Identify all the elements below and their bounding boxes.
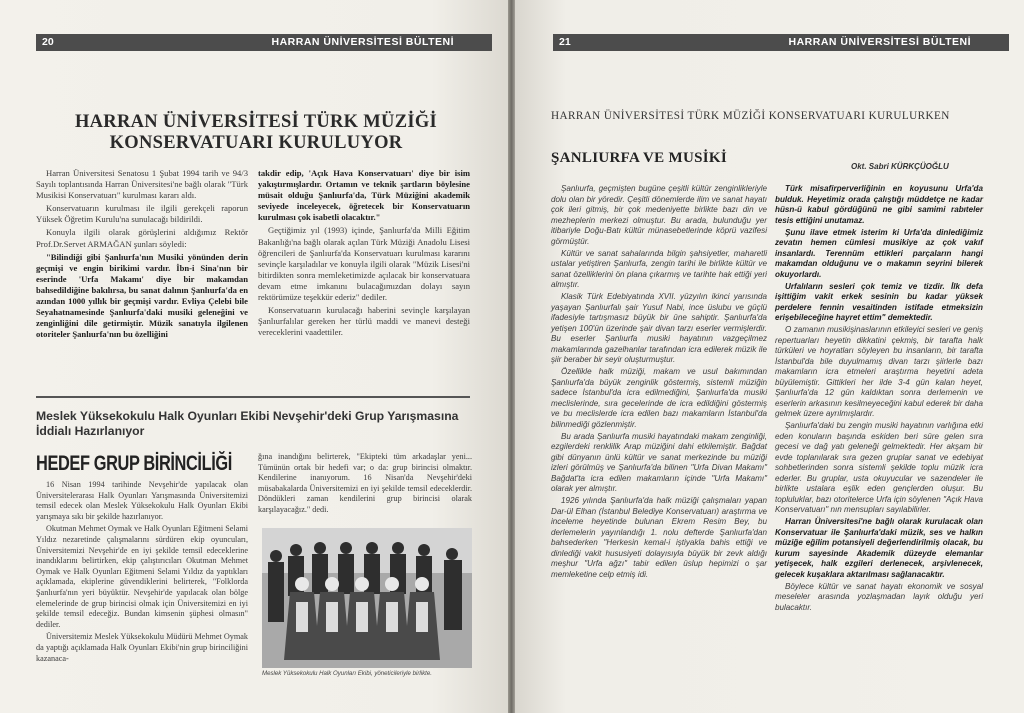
article2-column-1 <box>36 480 248 666</box>
paragraph: Böylece kültür ve sanat hayatı ekonomik ve sosyal meseleler arasında yozlaşmadan layık olduğu yeri bulacaktır. <box>775 581 983 612</box>
main-article-title <box>36 112 476 154</box>
article2-column-2 <box>258 452 472 518</box>
title-line-1: HARRAN ÜNİVERSİTESİ TÜRK MÜZİĞİ <box>74 112 438 132</box>
paragraph-quote: "Bilindiği gibi Şanlıurfa'nın Musiki yönünden derin geçmişi ve engin birikimi vardır. İbn-i Sina'nın bir eserinde 'Urfa Makamı' diye bir makamdan bahsedildiğine bakılırsa, bu sanat dalının Şanlıurfa'da en azından 1000 yıllık bir geçmişi vardır. Evliya Çelebi bile Seyahatnamesinde Şanlıurfa'daki musiki geleneğini ve zenginliğini dile getirmiştir. Müzik sanatıyla ilgilenen otoriteler Şanlıurfa'nın bu özelliğini <box>36 251 248 340</box>
paragraph: 1926 yılında Şanlıurfa'da halk müziği çalışmaları yapan Dar-ül Elhan (İstanbul Belediye Konservatuarı) araştırma ve inceleme heyetinde bulunan Ekrem Resim Bey, bu derlemelerin yayınlandığı 1. nolu defterde Şanlıurfa'dan bahsederken "Herkesin kemal-i iştiyakla bahis ettiği ve dinlediği vakit hususiyeti dolayısıyla büyük bir zevk aldığı meşhur "Urfa ağzı" tabir edilen üslup hepimizi o şar memleketine celp etmiş idi. <box>551 496 767 579</box>
article1-column-2 <box>258 168 470 340</box>
essay-column-2 <box>775 184 983 615</box>
left-header-title: HARRAN ÜNİVERSİTESİ BÜLTENİ <box>271 36 454 48</box>
paragraph-quote: Urfalıların sesleri çok temiz ve tizdir. İlk defa işittiğim vakit erkek sesinin bu kadar yüksek perdelere fennin vesaitinden istifade etmeksizin erişebileceğine hayret ettim" demektedir. <box>775 281 983 322</box>
paragraph: ğına inandığını belirterek, "Ekipteki tüm arkadaşlar yeni... Tümünün ortak bir hedefi var; o da: grup birincisi olmaktır. Kendilerine inanıyorum. 16 Nisan'da Nevşehir'deki müsabakalarda Üniversitemizi en iyi şekilde temsil edeceklerdir. Döndükleri zaman kendilerini grup birincisi olarak karşılayacağız." dedi. <box>258 452 472 514</box>
left-header-bar <box>36 34 492 51</box>
paragraph: Geçtiğimiz yıl (1993) içinde, Şanlıurfa'da Milli Eğitim Bakanlığı'na bağlı olarak açılan Türk Müziği Anadolu Lisesi öğrencileri de Şanlıurfa'da Konservatuarı kurulması kararını sevinçle karşıladılar ve konuyla ilgili olarak "Müzik Lisesi'ni bitirdikten sonra memleketimizde açılacak bir konservatuara devam etme imkanını bulacağımızdan dolayı sayın rektörümüze teşekkür ederiz" dediler. <box>258 225 470 303</box>
paragraph-quote: Türk misafirperverliğinin en koyusunu Urfa'da bulduk. Heyetimiz orada çalıştığı müddetçe ne kadar hüsn-ü kabul gördüğünü ne gibi samimi rabıteler tesis ettiğini unutamaz. <box>775 184 983 225</box>
article-subtitle: ŞANLIURFA VE MUSİKİ <box>551 150 728 166</box>
article1-column-1 <box>36 168 248 342</box>
essay-column-1 <box>551 184 767 582</box>
right-page-number: 21 <box>559 36 571 48</box>
paragraph: Şanlıurfa, geçmişten bugüne çeşitli kültür zenginlikleriyle dolu olan bir yöredir. Çeşitli dönemlerde ilim ve sanat hayatı çok ileri gitmiş, bir çok medeniyette birlikte bazı din ve mezheplerin merkezi olmuştur. Bu arada, bulunduğu yer itibariyle Doğu-Batı kültür münasebetlerinde köprü vazifesi görmüştür. <box>551 184 767 246</box>
photo-caption: Meslek Yüksekokulu Halk Oyunları Ekibi, yöneticileriyle birlikte. <box>262 670 432 677</box>
right-header-title: HARRAN ÜNİVERSİTESİ BÜLTENİ <box>788 36 971 48</box>
paragraph: 16 Nisan 1994 tarihinde Nevşehir'de yapılacak olan Üniversitelerarası Halk Oyunları Yarışmasında Üniversitemizi temsil edecek olan Meslek Yüksekokulu Halk Oyunları Ekibi yarışmaya sıkı bir şekilde hazırlanıyor. <box>36 480 248 521</box>
paragraph-quote: takdir edip, 'Açık Hava Konservatuarı' diye bir isim yakıştırmışlardır. Ortamın ve teknik şartların böylesine müsait olduğu Şanlıurfa'da, Türk Müziğini akademik seviyede inceleyecek, öğretecek bir Konservatuarın kurulması çok isabetli olacaktır." <box>258 168 470 223</box>
paragraph-quote: Şunu ilave etmek isterim ki Urfa'da dinlediğimiz zevatın hemen cümlesi musikiye az çok vakıf insanlardı. Terennüm ettikleri parçaların hangi makamdan olduğunu ve o makamın seyrini bilerek okuyorlardı. <box>775 227 983 279</box>
paragraph: O zamanın musikişinaslarının etkileyici sesleri ve geniş repertuarları heyetin dikkatini çekmiş, bir tarafta halk türküleri ve hoyratları söyleyen bu insanların, bir tarafta İstanbul'da bile duyulmamış divan tarzı şiirlerle bazı makamların icra etmeleri araştırma heyetini adeta büyülemiştir. Gittikleri her ilde 3-4 gün kalan heyet, Şanlıurfa'da 12 gün kaldıktan sonra derlemenin ve eserlerin arkasının kesilmeyeceğini kabul ederek bir daha gelmek üzere ayrılmışlardır. <box>775 325 983 418</box>
article-author: Okt. Sabri KÜRKÇÜOĞLU <box>851 162 949 171</box>
section2-big-headline: HEDEF GRUP BİRİNCİLİĞİ <box>36 452 232 475</box>
paragraph: Konservatuarın kurulacağı haberini sevinçle karşılayan Şanlıurfalılar gereken her türlü maddi ve manevi desteği vereceklerini vaadettiler. <box>258 305 470 338</box>
photo-figures <box>262 528 472 668</box>
paragraph: Konuyla ilgili olarak görüşlerini aldığımız Rektör Prof.Dr.Servet ARMAĞAN şunları söyledi: <box>36 227 248 249</box>
section2-heading: Meslek Yüksekokulu Halk Oyunları Ekibi Nevşehir'deki Grup Yarışmasına İddialı Hazırlanıyor <box>36 409 459 438</box>
paragraph: Klasik Türk Edebiyatında XVII. yüzyılın ikinci yarısında yaşayan Şanlıurfalı şair Yusuf Nabi, ince üslubu ve güçlü ifadesiyle tartışmasız büyük bir üne sahiptir. Şanlıurfa'da yetişen 100'ün üzerinde şair divan tarzı eserler vermişlerdir. Bu eserler Şanlıurfa musiki hayatının vazgeçilmez makamlarında gazelhanlar tarafından icra edilerek müzik ile şiir beraber bir seyir oluşturmuştur. <box>551 292 767 364</box>
paragraph: Kültür ve sanat sahalarında bilgin şahsiyetler, maharetli ustalar yetiştiren Şanlıurfa, zengin tarihi ile birlikte kültür ve sanat özelliklerini ön plana çıkarmış ve tarihte hak ettiği yeri almıştır. <box>551 248 767 289</box>
section-divider <box>36 396 470 398</box>
left-page-number: 20 <box>42 36 54 48</box>
paragraph: Özellikle halk müziği, makam ve usul bakımından Şanlıurfa'da büyük zenginlik göstermiş, sistemli müziğin sadece İstanbul'da icra edilmediğini, Şanlıurfa'da musiki meclislerinde, sıra gecelerinde de icra edildiğini göstermiş ve bu meclislerde icra edilen bazı makamların İstanbul'da bilinmediği gözlenmiştir. <box>551 367 767 429</box>
right-page <box>515 0 1024 713</box>
paragraph: Okutman Mehmet Oymak ve Halk Oyunları Eğitmeni Selami Yıldız nezaretinde çalışmalarını sürdüren ekip oyuncuları, Üniversitemizi Nevşehir'de en iyi şekilde temsil edeceklerine inandıklarını belirtirken, ekip çalıştırıcıları Okutman Mehmet Oymak ve Halk Oyunları Eğitmeni Selami Yıldız da yaptıkları açıklamada, ekiplerine güvendiklerini belirterek, "Folklorda Şanlıurfa'nın yeri büyüktür. Nevşehir'de yapılacak olan bölge elemelerinde de grup birincisi olmak için Üniversitemizi en iyi şekilde temsil edeceğiz. Bundan kimsenin şüphesi olmasın" dediler. <box>36 524 248 629</box>
paragraph: Üniversitemiz Meslek Yüksekokulu Müdürü Mehmet Oymak da yaptığı açıklamada Halk Oyunları Ekibi'nin grup birinciliğini kazanaca- <box>36 632 248 663</box>
left-page <box>0 0 508 713</box>
paragraph: Konservatuarın kurulması ile ilgili gerekçeli raporun Yüksek Öğretim Kurulu'na sunulacağı bildirildi. <box>36 203 248 225</box>
paragraph-highlight: Harran Üniversitesi'ne bağlı olarak kurulacak olan Konservatuar ile Şanlıurfa'daki müzik, ses ve halkın müziğe eğilim potansiyeli değerlendirilmiş olacak, bu kurum sayesinde Akademik düzeyde elemanlar yetişecek, halk ezgileri derlenecek, arşivlenecek, gelecek kuşaklara aktarılması sağlanacaktır. <box>775 517 983 579</box>
folk-dance-team-photo <box>262 528 472 668</box>
paragraph: Bu arada Şanlıurfa musiki hayatındaki makam zenginliği, ezgilerdeki renklilik Arap müziğini dahi etkilemiştir. Bağdat gibi dünyanın ünlü kültür ve sanat merkezinde bu müziği izleri görülmüş ve Şanlıurfa'da bilinen "Urfa Divan Makamı" Bağdat'ta icra edilen makamların içinde "Urfa Makamı" olarak yer almıştır. <box>551 431 767 493</box>
paragraph: Şanlıurfa'daki bu zengin musiki hayatının varlığına etki eden konuların başında eskiden beri süre gelen sıra gecesi ve dağ yatı geleneği gelmektedir. Her akşam bir evde toplanılarak sıra gezen gruplar sanat ve edebiyat sohbetlerinden sonra sistemli şekilde toplu müzik icra ederler. Bu gruplar, usta okuyucular ve sazendeler ile birlikte ustalara eşlik eden gençlerden oluşur. Bu topluluklar, bazı otoritelerce Urfa için söylenen "Açık Hava Konservatuarı" nın mensupları sayılabilirler. <box>775 421 983 514</box>
right-header-bar <box>553 34 1009 51</box>
right-top-title: HARRAN ÜNİVERSİTESİ TÜRK MÜZİĞİ KONSERVATUARI KURULURKEN <box>551 110 950 122</box>
title-line-2: KONSERVATUARI KURULUYOR <box>109 133 403 153</box>
paragraph: Harran Üniversitesi Senatosu 1 Şubat 1994 tarih ve 94/3 Sayılı toplantısında Harran Üniversitesi'ne bağlı olarak "Türk Musikisi Konservatuarı" kurulması kararı aldı. <box>36 168 248 201</box>
book-gutter <box>508 0 515 713</box>
